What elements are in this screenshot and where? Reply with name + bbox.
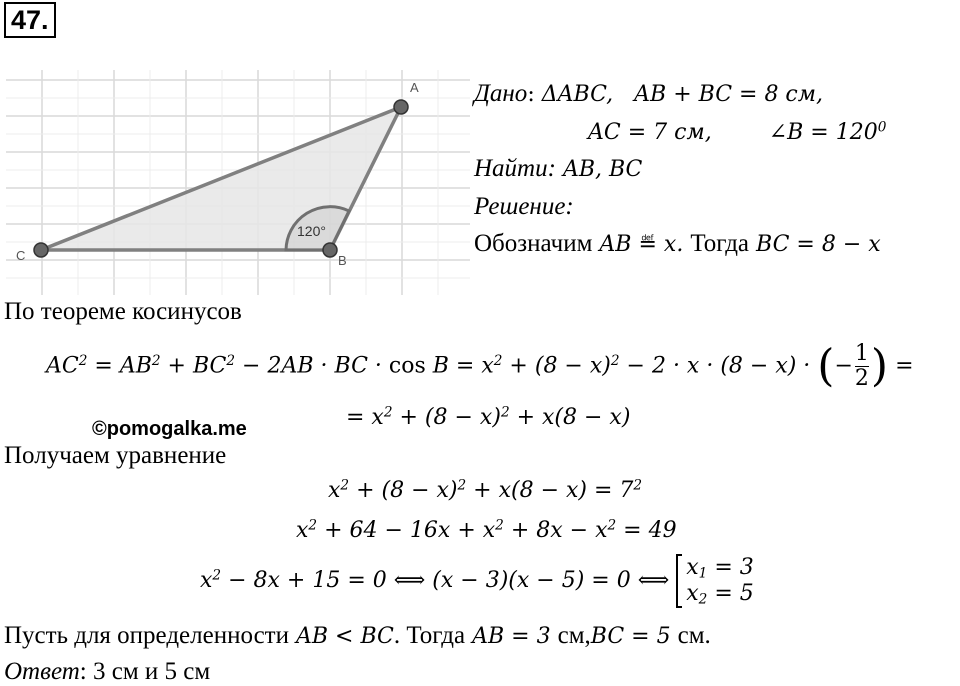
triangle-shape [41,107,401,250]
conclusion-bc: BC = 5 [590,624,671,649]
denote-x: x. [663,232,684,257]
vertex-point-b [323,243,337,257]
given-cond-3: ∠B = 120 [768,120,878,145]
conclusion-line [4,622,711,650]
conclusion-unit-2: см. [677,622,711,649]
find-value: AB, BC [562,157,643,182]
vertex-point-c [34,243,48,257]
given-triangle: ΔABC, [541,82,614,107]
vertex-point-a [394,100,408,114]
watermark: ©pomogalka.me [92,418,247,440]
vertex-label-c: C [16,248,26,263]
denote-prefix: Обозначим [474,230,593,257]
def-symbol: ≝ [638,232,657,257]
find-label: Найти: [474,155,556,182]
conclusion-cond: AB < BC [296,624,394,649]
equation-line-3: $x^2 - 8x + 15 = 0$ ⟺ (x − 3)(x − 5) = 0 ⟺ $x_1 = 3$ $x_2 = 5$ [200,555,754,608]
answer-value: : 3 см и 5 см [79,658,211,685]
angle-label: 120° [297,223,326,239]
given-cond-2: AC = 7 см, [588,120,712,145]
problem-number: 47. [4,2,56,38]
equation-line-1: $x^2 + (8 - x)^2 + x(8 - x) = 7^2$ [328,477,643,503]
cosine-formula-line-2: = $x^2 + (8 - x)^2 + x(8 - x)$ [346,404,631,430]
vertex-label-b: B [338,253,347,268]
answer-line [4,658,210,686]
degree-sup: 0 [877,119,887,136]
denote-then: Тогда [690,230,750,257]
cosine-formula-line-1: $AC^2 = AB^2 + BC^2 - 2AB$ · BC · $\cos B = x^2 + (8 - x)^2 - 2 \cdot x \cdot (8 - x)$ · (− $\frac{1}{2}$ ) = [46,340,914,392]
given-label: Дано [474,80,528,107]
triangle-figure [0,70,470,295]
cosine-theorem-label: По теореме косинусов [4,298,242,325]
given-line-2 [588,120,886,145]
find-line [474,155,642,183]
conclusion-unit-1: см, [557,622,591,649]
denote-var: AB [599,232,632,257]
denote-line [474,230,881,258]
given-line-1: Дано: ΔABC, AB + BC = 8 см, [474,80,823,107]
answer-label: Ответ [4,658,80,685]
denote-expr: BC = 8 − x [756,232,881,257]
solution-bracket [676,554,682,608]
vertex-label-a: A [410,80,419,95]
conclusion-ab: AB = 3 [472,624,551,649]
equation-label: Получаем уравнение [4,442,227,469]
given-cond-1: AB + BC = 8 см, [634,82,823,107]
roots-system: $x_1 = 3$ $x_2 = 5$ [686,555,754,608]
conclusion-prefix: Пусть для определенности [4,622,289,649]
solution-label: Решение: [474,193,574,220]
conclusion-then: . Тогда [393,622,466,649]
equation-line-2: $x^2 + 64 - 16x + x^2 + 8x - x^2 = 49$ [296,517,677,543]
